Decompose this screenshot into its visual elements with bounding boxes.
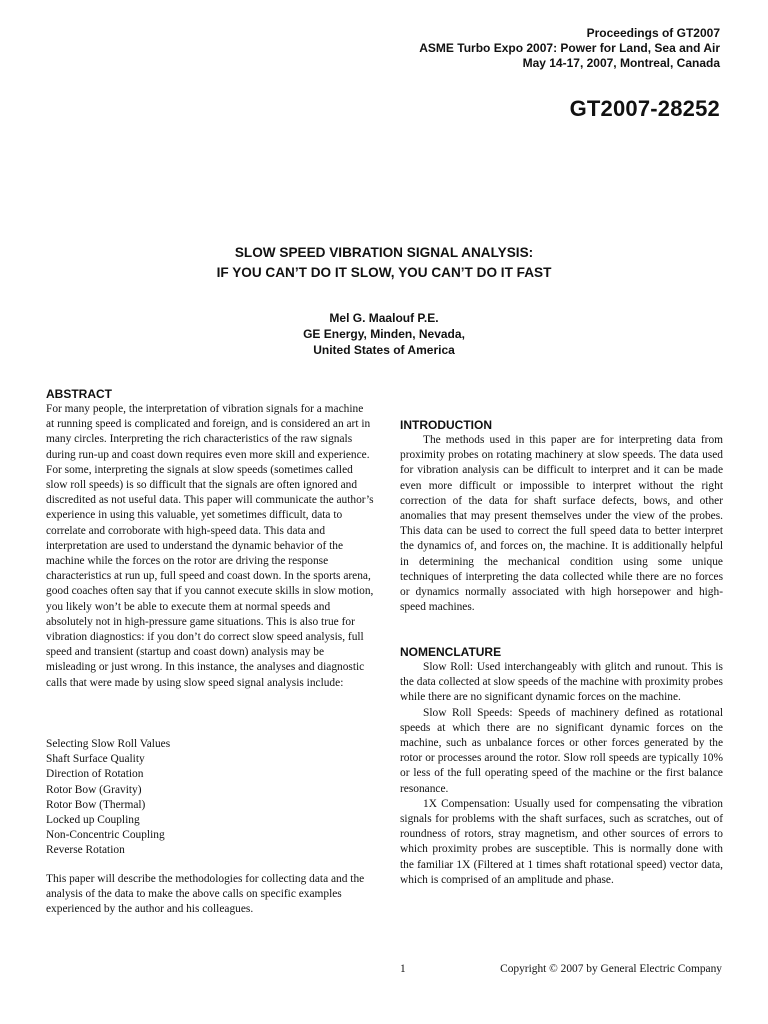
list-item: Reverse Rotation [46, 844, 125, 857]
list-item: Rotor Bow (Gravity) [46, 783, 142, 796]
analyses-list [46, 737, 374, 859]
copyright-notice: Copyright © 2007 by General Electric Company [500, 963, 722, 975]
list-item: Non-Concentric Coupling [46, 829, 165, 842]
paper-id: GT2007-28252 [569, 96, 720, 121]
author-affiliation: GE Energy, Minden, Nevada, [303, 327, 465, 341]
proceedings-line-1: Proceedings of GT2007 [586, 26, 720, 40]
author-name: Mel G. Maalouf P.E. [329, 311, 439, 325]
proceedings-line-2: ASME Turbo Expo 2007: Power for Land, Sea and Air [419, 41, 720, 55]
title-line-1: SLOW SPEED VIBRATION SIGNAL ANALYSIS: [234, 245, 534, 260]
list-item: Rotor Bow (Thermal) [46, 798, 146, 811]
abstract-body: For many people, the interpretation of vibration signals for a machine at running speed is complicated and foreign, and is considered an art in many circles. Interpreting the rich characteristics of the raw signals during run-up and coast down requires even more skill and experience. For some, interpreting the signals at slow speeds (sometimes called slow roll speeds) is so difficult that the signals are often ignored and discredited as not useful data. This paper will communicate the author’s experience in using this valuable, yet sometimes difficult, data to correlate and corroborate with high-speed data. This data and interpretation are used to understand the dynamic behavior of the machine while the forces on the rotor are driving the response characteristics at run up, full speed and coast down. In the sports arena, good coaches often say that if you cannot execute skills in slow motion, you likely won’t be able to execute them at normal speeds and absolutely not in high-pressure game situations. This is also true for vibration diagnostics: if you don’t do correct slow speed analysis, full speed and transient (startup and coast down) analysis may be misleading or just wrong. In this instance, the analyses and diagnostic calls that were made by using slow speed signal analysis include: [46, 403, 374, 689]
list-item: Selecting Slow Roll Values [46, 738, 171, 750]
introduction-heading: INTRODUCTION [400, 418, 492, 432]
paper-title [0, 243, 768, 283]
proceedings-header [419, 26, 720, 71]
nomenclature-slow-roll: Slow Roll: Used interchangeably with glitch and runout. This is the data collected at slow speeds of the machine with proximity probes while there are no significant dynamic forces on the machine. [400, 661, 723, 704]
introduction-body: The methods used in this paper are for interpreting data from proximity probes on rotating machinery at slow speeds. The data used for vibration analysis can be difficult to interpret and it can be made even more difficult or impossible to interpret without the right correction of the data for shaft surface defects, bows, and other anomalies that may present themselves under the view of the probes. This data can be used to correct the full speed data to better interpret the dynamics of, and forces on, the machine. It is additionally helpful in determining the mechanical condition using some unique techniques of interpreting the data collected while there are no forces or dynamics normally associated with high horsepower and high-speed machines. [400, 434, 723, 614]
abstract-heading: ABSTRACT [46, 387, 112, 401]
nomenclature-heading: NOMENCLATURE [400, 645, 502, 659]
author-country: United States of America [313, 343, 455, 357]
abstract-closing-paragraph: This paper will describe the methodologies for collecting data and the analysis of the data to make the above calls on specific examples experienced by the author and his colleagues. [46, 873, 365, 916]
title-line-2: IF YOU CAN’T DO IT SLOW, YOU CAN’T DO IT FAST [216, 265, 552, 280]
page-number: 1 [400, 963, 406, 975]
nomenclature-slow-roll-speeds: Slow Roll Speeds: Speeds of machinery defined as rotational speeds at which there are no significant dynamic forces on the machine, such as unbalance forces or other forces generated by the rotor or processes around the rotor. Slow roll speeds are typically 10% or less of the full operating speed of the machine or the first balance resonance. [400, 706, 723, 795]
list-item: Locked up Coupling [46, 814, 140, 827]
list-item: Direction of Rotation [46, 768, 144, 781]
proceedings-line-3: May 14-17, 2007, Montreal, Canada [522, 56, 720, 70]
list-item: Shaft Surface Quality [46, 753, 145, 766]
author-block [0, 310, 768, 358]
nomenclature-body [400, 660, 723, 888]
nomenclature-1x-compensation: 1X Compensation: Usually used for compensating the vibration signals for problems with the shaft surfaces, such as scratches, out of roundness of rotors, stray magnetism, and other sources of errors to which proximity probes are susceptible. This is normally done with the familiar 1X (Filtered at 1 times shaft rotational speed) vector data, which is comprised of an amplitude and phase. [400, 797, 723, 886]
